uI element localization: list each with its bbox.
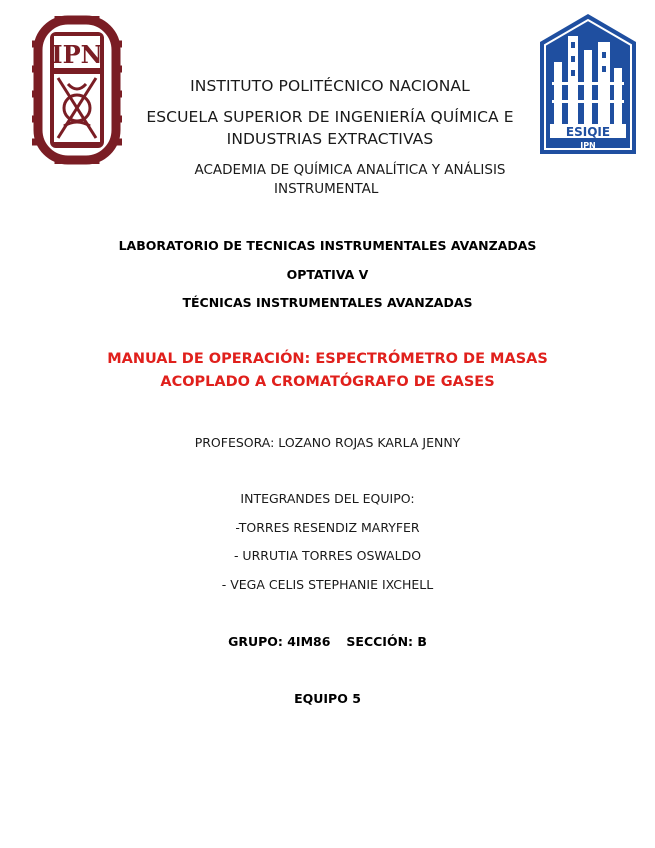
team-heading: INTEGRANDES DEL EQUIPO:: [240, 491, 415, 506]
esiqie-logo-text: ESIQIE: [565, 125, 611, 139]
esiqie-logo: [536, 12, 640, 156]
subject-name: TÉCNICAS INSTRUMENTALES AVANZADAS: [182, 295, 473, 310]
section: SECCIÓN: B: [346, 634, 427, 649]
team-member: - VEGA CELIS STEPHANIE IXCHELL: [221, 577, 434, 592]
team-member: - URRUTIA TORRES OSWALDO: [233, 548, 422, 563]
optativa: OPTATIVA V: [286, 267, 369, 282]
academy-line2: INSTRUMENTAL: [274, 181, 379, 197]
lab-name: LABORATORIO DE TECNICAS INSTRUMENTALES AVANZADAS: [118, 238, 537, 253]
group-line: [0, 634, 655, 649]
group: GRUPO: 4IM86: [228, 634, 331, 649]
esiqie-logo-subtext: IPN: [580, 141, 596, 150]
school-name-line2: INDUSTRIAS EXTRACTIVAS: [226, 130, 434, 148]
manual-title-line1: MANUAL DE OPERACIÓN: ESPECTRÓMETRO DE MASAS: [107, 351, 548, 367]
professor: PROFESORA: LOZANO ROJAS KARLA JENNY: [194, 435, 461, 450]
team-member: -TORRES RESENDIZ MARYFER: [235, 520, 420, 535]
manual-title-line2: ACOPLADO A CROMATÓGRAFO DE GASES: [160, 374, 495, 390]
ipn-emblem-icon: [28, 14, 126, 166]
svg-text:IPN: IPN: [51, 40, 103, 69]
institute-name: INSTITUTO POLITÉCNICO NACIONAL: [190, 77, 470, 95]
academy-line1: ACADEMIA DE QUÍMICA ANALÍTICA Y ANÁLISIS: [194, 162, 506, 178]
school-name-line1: ESCUELA SUPERIOR DE INGENIERÍA QUÍMICA E: [146, 108, 514, 126]
esiqie-emblem-icon: [536, 12, 640, 156]
ipn-logo: [28, 14, 126, 166]
team-number: EQUIPO 5: [294, 691, 361, 706]
